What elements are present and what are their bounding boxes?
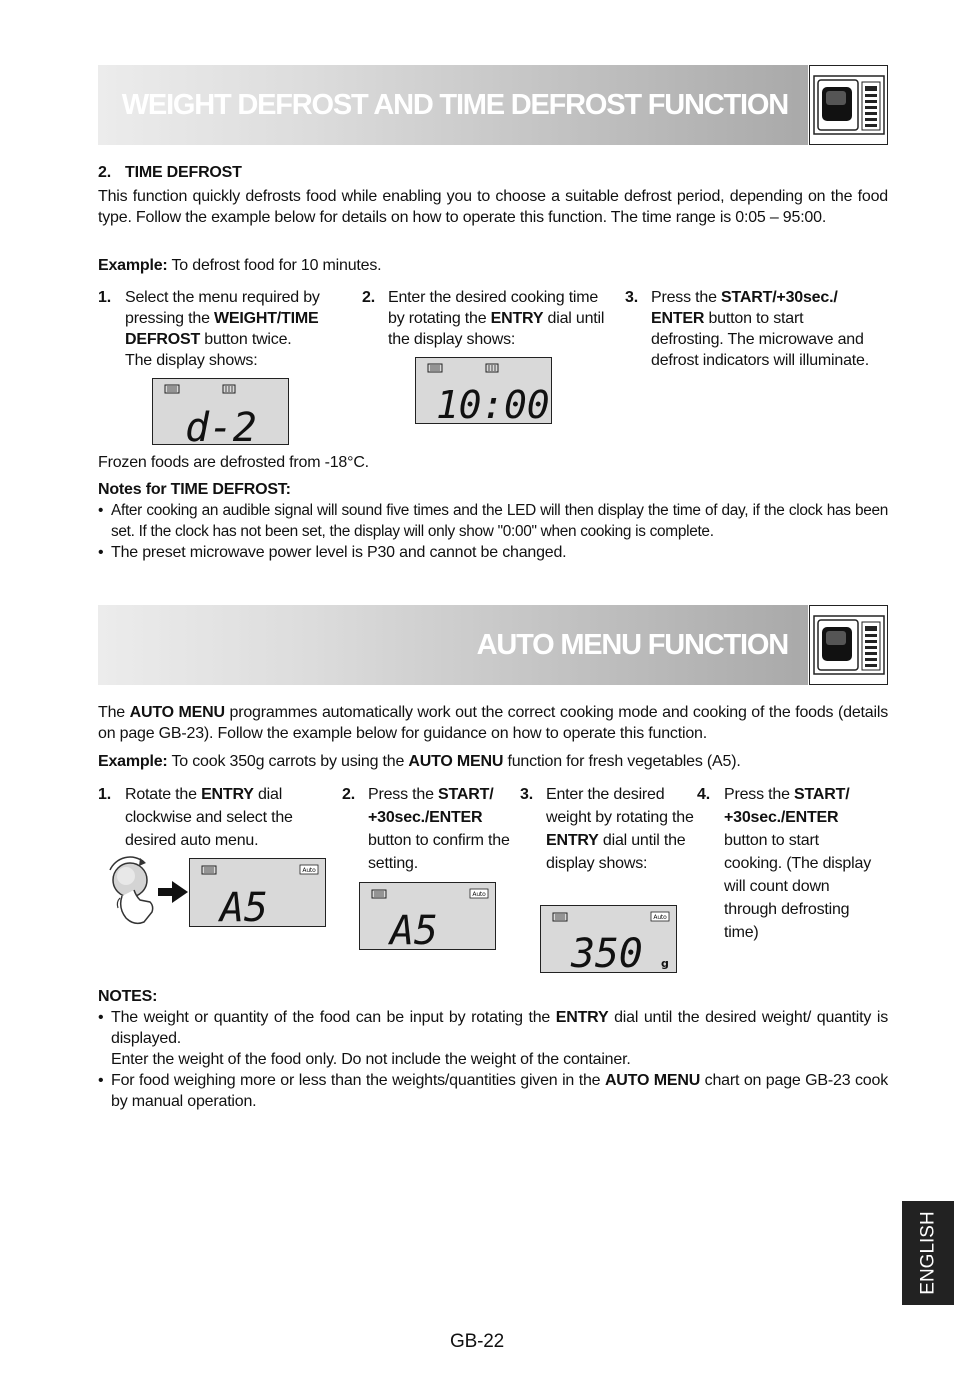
note-item: • After cooking an audible signal will sound five times and the LED will then display the time of day, if the clock has been set. If the clock has not been set, the display will only show "0:00" when cooking is complete. <box>111 500 888 542</box>
microwave-icon <box>809 65 888 145</box>
note-item: • The weight or quantity of the food can be input by rotating the ENTRY dial until the desired weight/ quantity is displayed. <box>111 1007 888 1049</box>
step-text: Press the START/ +30sec./ENTER button to start cooking. (The display will count down through defrosting time) <box>724 786 871 941</box>
auto-menu-intro: The AUTO MENU programmes automatically work out the correct cooking mode and cooking of the foods (details on page GB-23). Follow the example below for guidance on how to operate this function. <box>98 704 888 742</box>
subsection-title: TIME DEFROST <box>125 164 242 181</box>
language-label: ENGLISH <box>917 1211 939 1295</box>
step-number: 2. <box>362 289 375 306</box>
lcd-digits: 350 <box>571 931 643 974</box>
lcd-display <box>189 858 326 927</box>
entry-dial-icon <box>110 857 147 897</box>
microwave-indicator-icon <box>372 890 386 898</box>
step-text: Press the START/ +30sec./ENTER button to confirm the setting. <box>368 786 510 872</box>
auto-badge: Auto <box>653 914 667 921</box>
defrost-indicator-icon <box>486 364 498 372</box>
notes-title: Notes for TIME DEFROST: <box>98 481 291 498</box>
step-text: Enter the desired cooking time by rotating the ENTRY dial until the display shows: <box>388 289 605 348</box>
unit-label: g <box>661 957 669 970</box>
section-banner-weight-defrost <box>98 65 808 145</box>
auto-badge: Auto <box>302 867 316 874</box>
lcd-digits: A5 <box>220 885 268 928</box>
lcd-digits: d-2 <box>185 405 257 446</box>
lcd-display <box>415 357 552 424</box>
example-text: To defrost food for 10 minutes. <box>167 257 382 274</box>
notes-title: NOTES: <box>98 988 158 1005</box>
step-number: 4. <box>697 786 710 803</box>
step-text: Rotate the ENTRY dial clockwise and select the desired auto menu. <box>125 786 293 849</box>
section-title: AUTO MENU FUNCTION <box>476 629 788 661</box>
lcd-digits: 10:00 <box>436 383 550 425</box>
auto-badge: Auto <box>472 891 486 898</box>
section-banner-auto-menu <box>98 605 808 685</box>
step-number: 1. <box>98 289 111 306</box>
lcd-display <box>359 882 496 950</box>
step-number: 3. <box>625 289 638 306</box>
microwave-indicator-icon <box>202 866 216 874</box>
lcd-display <box>540 905 677 973</box>
page-number: GB-22 <box>450 1331 504 1352</box>
arrow-right-icon <box>158 881 188 903</box>
section-title: WEIGHT DEFROST AND TIME DEFROST FUNCTION <box>121 89 788 121</box>
step-number: 1. <box>98 786 111 803</box>
note-item: • The preset microwave power level is P30 and cannot be changed. <box>111 542 888 563</box>
step-text: Press the START/+30sec./ ENTER button to start defrosting. The microwave and defrost indicators will illuminate. <box>651 289 869 369</box>
entry-dial-illustration <box>100 856 192 932</box>
microwave-indicator-icon <box>165 385 179 393</box>
note-item: • For food weighing more or less than the weights/quantities given in the AUTO MENU chart on page GB-23 cook by manual operation. <box>111 1070 888 1112</box>
frozen-note: Frozen foods are defrosted from -18°C. <box>98 454 369 471</box>
step-number: 3. <box>520 786 533 803</box>
defrost-indicator-icon <box>223 385 235 393</box>
step-text: Enter the desired weight by rotating the ENTRY dial until the display shows: <box>546 786 694 872</box>
example-line <box>98 255 888 276</box>
microwave-indicator-icon <box>553 913 567 921</box>
lcd-display <box>152 378 289 445</box>
language-tab <box>902 1201 954 1305</box>
microwave-indicator-icon <box>428 364 442 372</box>
lcd-digits: A5 <box>390 908 438 951</box>
example-line: Example: To cook 350g carrots by using the AUTO MENU function for fresh vegetables (A5). <box>98 753 741 770</box>
microwave-icon <box>809 605 888 685</box>
step-text: Select the menu required by pressing the WEIGHT/TIME DEFROST button twice. The display shows: <box>125 289 320 369</box>
time-defrost-intro: This function quickly defrosts food while enabling you to choose a suitable defrost period, depending on the food type. Follow the example below for details on how to operate this function. The time range is 0:05 – 95:00. <box>98 188 888 226</box>
note-continuation: Enter the weight of the food only. Do not include the weight of the container. <box>111 1051 631 1068</box>
subsection-number: 2. <box>98 164 111 181</box>
step-number: 2. <box>342 786 355 803</box>
example-label: Example: <box>98 257 168 274</box>
